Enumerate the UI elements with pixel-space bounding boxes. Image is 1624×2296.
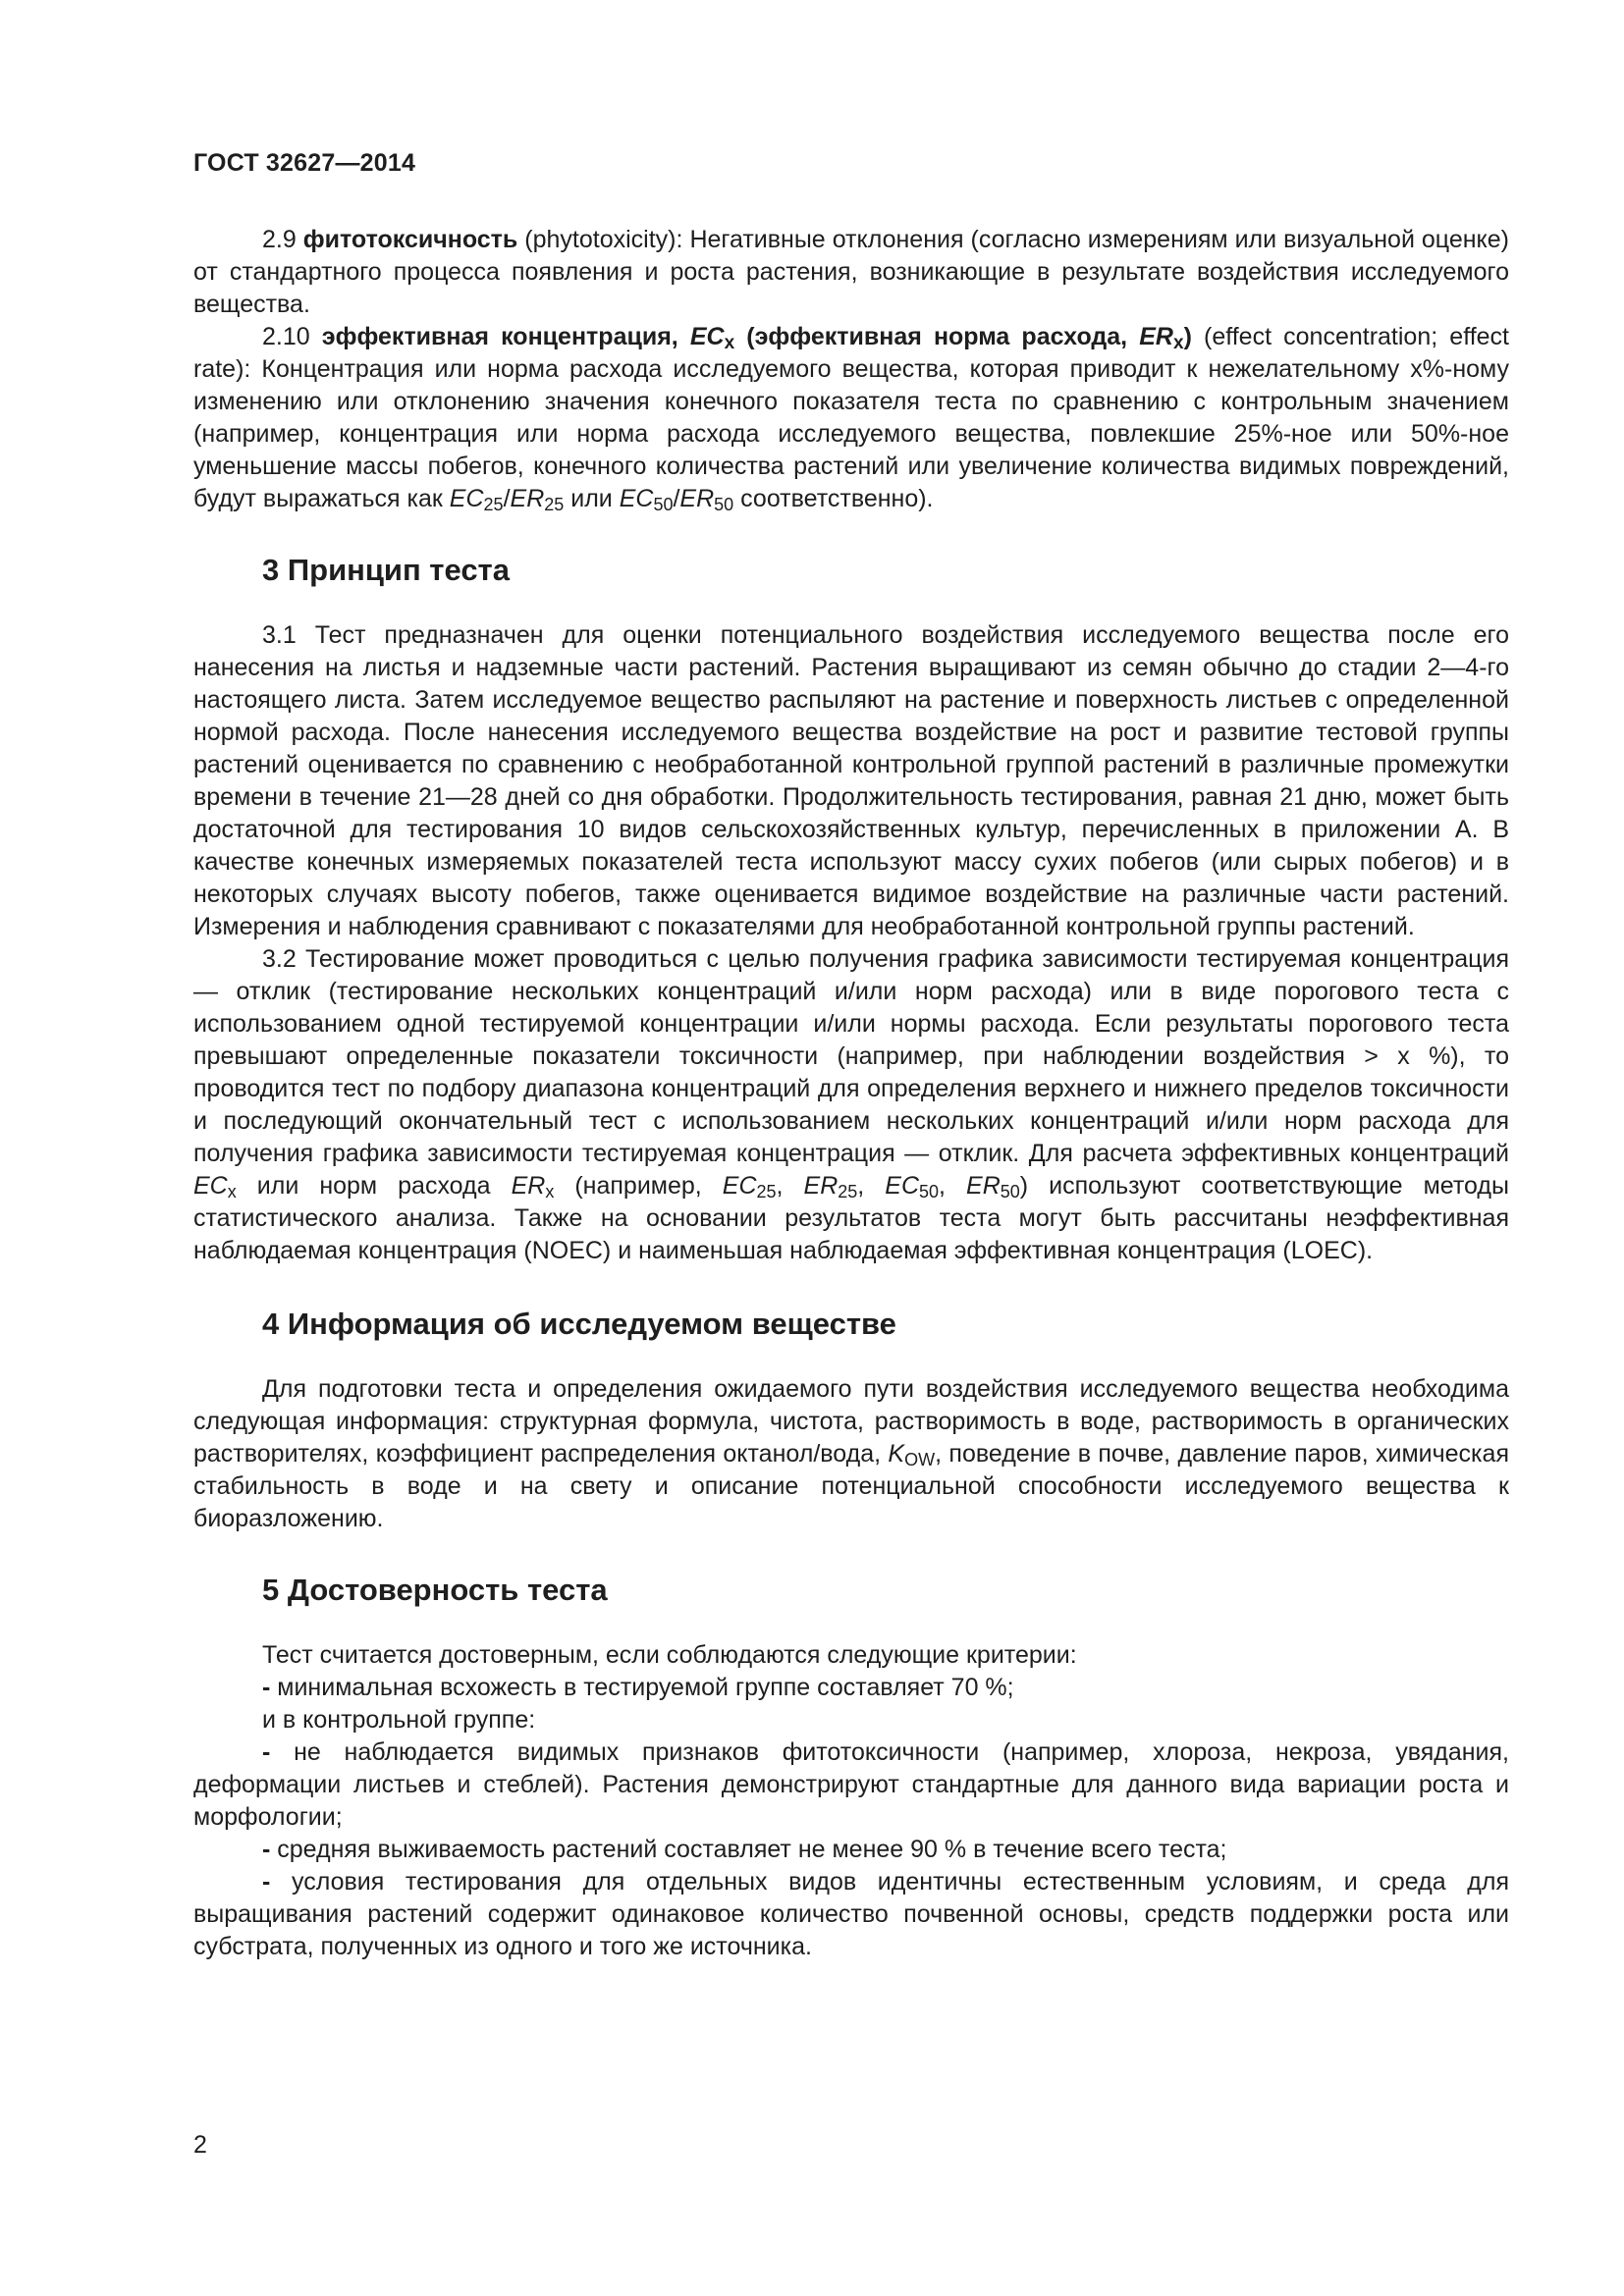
term-english: (effect concentration; effect rate)	[193, 323, 1509, 383]
definition-2-9	[193, 224, 1509, 321]
dash-bullet: -	[262, 1836, 271, 1863]
criterion-item: - средняя выживаемость растений составляет не менее 90 % в течение всего теста;	[262, 1836, 1227, 1863]
section-heading-4: 4 Информация об исследуемом веществе	[262, 1307, 896, 1341]
criteria-intro: Тест считается достоверным, если соблюдаются следующие критерии:	[262, 1641, 1077, 1669]
term: фитотоксичность	[302, 226, 518, 253]
clause-number: 2.10	[262, 323, 310, 350]
dash-bullet: -	[262, 1738, 271, 1766]
paragraph-3-2: 3.2 Тестирование может проводиться с целью получения графика зависимости тестируемая концентрация — отклик (тестирование нескольких концентраций и/или норм расхода) или в виде порогового теста с использованием одной тестируемой концентрации и/или нормы расхода. Если результаты порогового теста превышают определенные показатели токсичности (например, при наблюдении воздействия > х %), то проводится тест по подбору диапазона концентраций для определения верхнего и нижнего пределов токсичности и последующий окончательный тест с использованием нескольких концентраций и/или норм расхода для получения графика зависимости тестируемая концентрация — отклик. Для расчета эффективных концентраций $EC_x$ или норм расхода $ER_x$ (например, $EC_{25}$, $ER_{25}$, $EC_{50}$, $ER_{50}$) используют соответствующие методы статистического анализа. Также на основании результатов теста могут быть рассчитаны неэффективная наблюдаемая концентрация (NOEC) и наименьшая наблюдаемая эффективная концентрация (LOEC).	[193, 945, 1509, 1264]
term-english: (phytotoxicity)	[524, 226, 677, 253]
definition-2-10: 2.10 эффективная концентрация, $EC_x$ (эффективная норма расхода, $ER_x$) (effect concentration; effect rate): Концентрация или норма расхода исследуемого вещества, которая приводит к нежелательному х%-ному изменению или отклонению значения конечного показателя теста по сравнению с контрольным значением (например, концентрация или норма расхода исследуемого вещества, повлекшие 25%-ное или 50%-ное уменьшение массы побегов, конечного количества растений или увеличение количества видимых повреждений, будут выражаться как $EC_{25}/ER_{25}$ или $EC_{50}/ER_{50}$ соответственно).	[193, 323, 1509, 514]
definition-text: : Негативные отклонения (согласно измерениям или визуальной оценке) от стандартного процесса появления и роста растения, возникающие в результате воздействия исследуемого вещества.	[193, 226, 1510, 318]
dash-bullet: -	[262, 1674, 271, 1701]
page-content	[193, 224, 1509, 1963]
paragraph-3-1: 3.1 Тест предназначен для оценки потенциального воздействия исследуемого вещества после его нанесения на листья и надземные части растений. Растения выращивают из семян обычно до стадии 2—4-го настоящего листа. Затем исследуемое вещество распыляют на растение и поверхность листьев с определенной нормой расхода. После нанесения исследуемого вещества воздействие на рост и развитие тестовой группы растений оценивается по сравнению с необработанной контрольной группой растений в различные промежутки времени в течение 21—28 дней со дня обработки. Продолжительность тестирования, равная 21 дню, может быть достаточной для тестирования 10 видов сельскохозяйственных культур, перечисленных в приложении А. В качестве конечных измеряемых показателей теста используют массу сухих побегов (или сырых побегов) и в некоторых случаях высоту побегов, также оценивается видимое воздействие на различные части растений. Измерения и наблюдения сравнивают с показателями для необработанной контрольной группы растений.	[193, 621, 1509, 940]
criterion-item: - минимальная всхожесть в тестируемой группе составляет 70 %;	[262, 1674, 1014, 1701]
criterion-item: - не наблюдается видимых признаков фитотоксичности (например, хлороза, некроза, увядания, деформации листьев и стеблей). Растения демонстрируют стандартные для данного вида вариации роста и морфологии;	[193, 1738, 1509, 1831]
page-number: 2	[193, 2131, 207, 2159]
term: эффективная концентрация, $EC_x$ (эффективная норма расхода, $ER_x$)	[321, 323, 1192, 353]
control-group-label: и в контрольной группе:	[262, 1706, 536, 1734]
document-code: ГОСТ 32627—2014	[193, 149, 416, 177]
criterion-item: - условия тестирования для отдельных видов идентичны естественным условиям, и среда для выращивания растений содержит одинаковое количество почвенной основы, средств поддержки роста или субстрата, полученных из одного и того же источника.	[193, 1868, 1509, 1960]
paragraph-4: Для подготовки теста и определения ожидаемого пути воздействия исследуемого вещества необходима следующая информация: структурная формула, чистота, растворимость в воде, растворимость в органических растворителях, коэффициент распределения октанол/вода, $K_{OW}$, поведение в почве, давление паров, химическая стабильность в воде и на свету и описание потенциальной способности исследуемого вещества к биоразложению.	[193, 1375, 1509, 1532]
section-heading-3: 3 Принцип теста	[262, 553, 510, 587]
definition-text: : Концентрация или норма расхода исследуемого вещества, которая приводит к нежелательному х%-ному изменению или отклонению значения конечного показателя теста по сравнению с контрольным значением (например, концентрация или норма расхода исследуемого вещества, повлекшие 25%-ное или 50%-ное уменьшение массы побегов, конечного количества растений или увеличение количества видимых повреждений, будут выражаться как	[193, 355, 1509, 512]
clause-number: 2.9	[262, 226, 297, 253]
section-heading-5: 5 Достоверность теста	[262, 1573, 608, 1607]
dash-bullet: -	[262, 1868, 271, 1896]
